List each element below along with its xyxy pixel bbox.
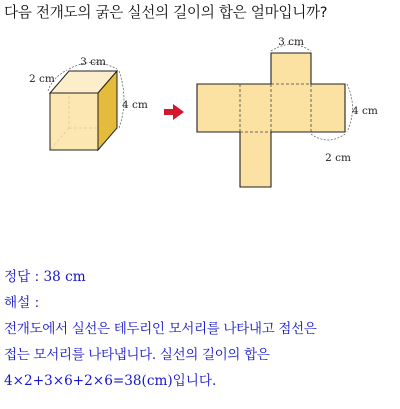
- net-height-label: 4 cm: [352, 105, 378, 117]
- explanation-label: 해설 :: [4, 295, 40, 311]
- answer-block: [4, 264, 400, 394]
- question-text: 다음 전개도의 굵은 실선의 길이의 합은 얼마입니까?: [4, 4, 328, 21]
- answer-value: 38 cm: [43, 269, 86, 285]
- explanation-line-1: 전개도에서 실선은 테두리인 모서리를 나타내고 점선은: [4, 321, 317, 337]
- right-arrow-icon: [164, 104, 184, 120]
- explanation-line-2: 접는 모서리를 나타냅니다. 실선의 길이의 합은: [4, 347, 270, 363]
- explanation-line-3: 4×2+3×6+2×6=38(cm)입니다.: [4, 373, 217, 389]
- answer-label: 정답 :: [4, 269, 44, 285]
- cube-height-label: 4 cm: [122, 99, 148, 111]
- net-top-width-label: 3 cm: [278, 36, 304, 48]
- cube-net: [197, 36, 378, 187]
- net-depth-label: 2 cm: [325, 152, 351, 164]
- cube-illustration: [29, 56, 148, 150]
- answer-line: [4, 264, 400, 290]
- cube-depth-label: 2 cm: [29, 73, 55, 85]
- cube-front-face: [50, 93, 98, 150]
- cube-width-label: 3 cm: [80, 56, 106, 68]
- figure: [0, 24, 400, 194]
